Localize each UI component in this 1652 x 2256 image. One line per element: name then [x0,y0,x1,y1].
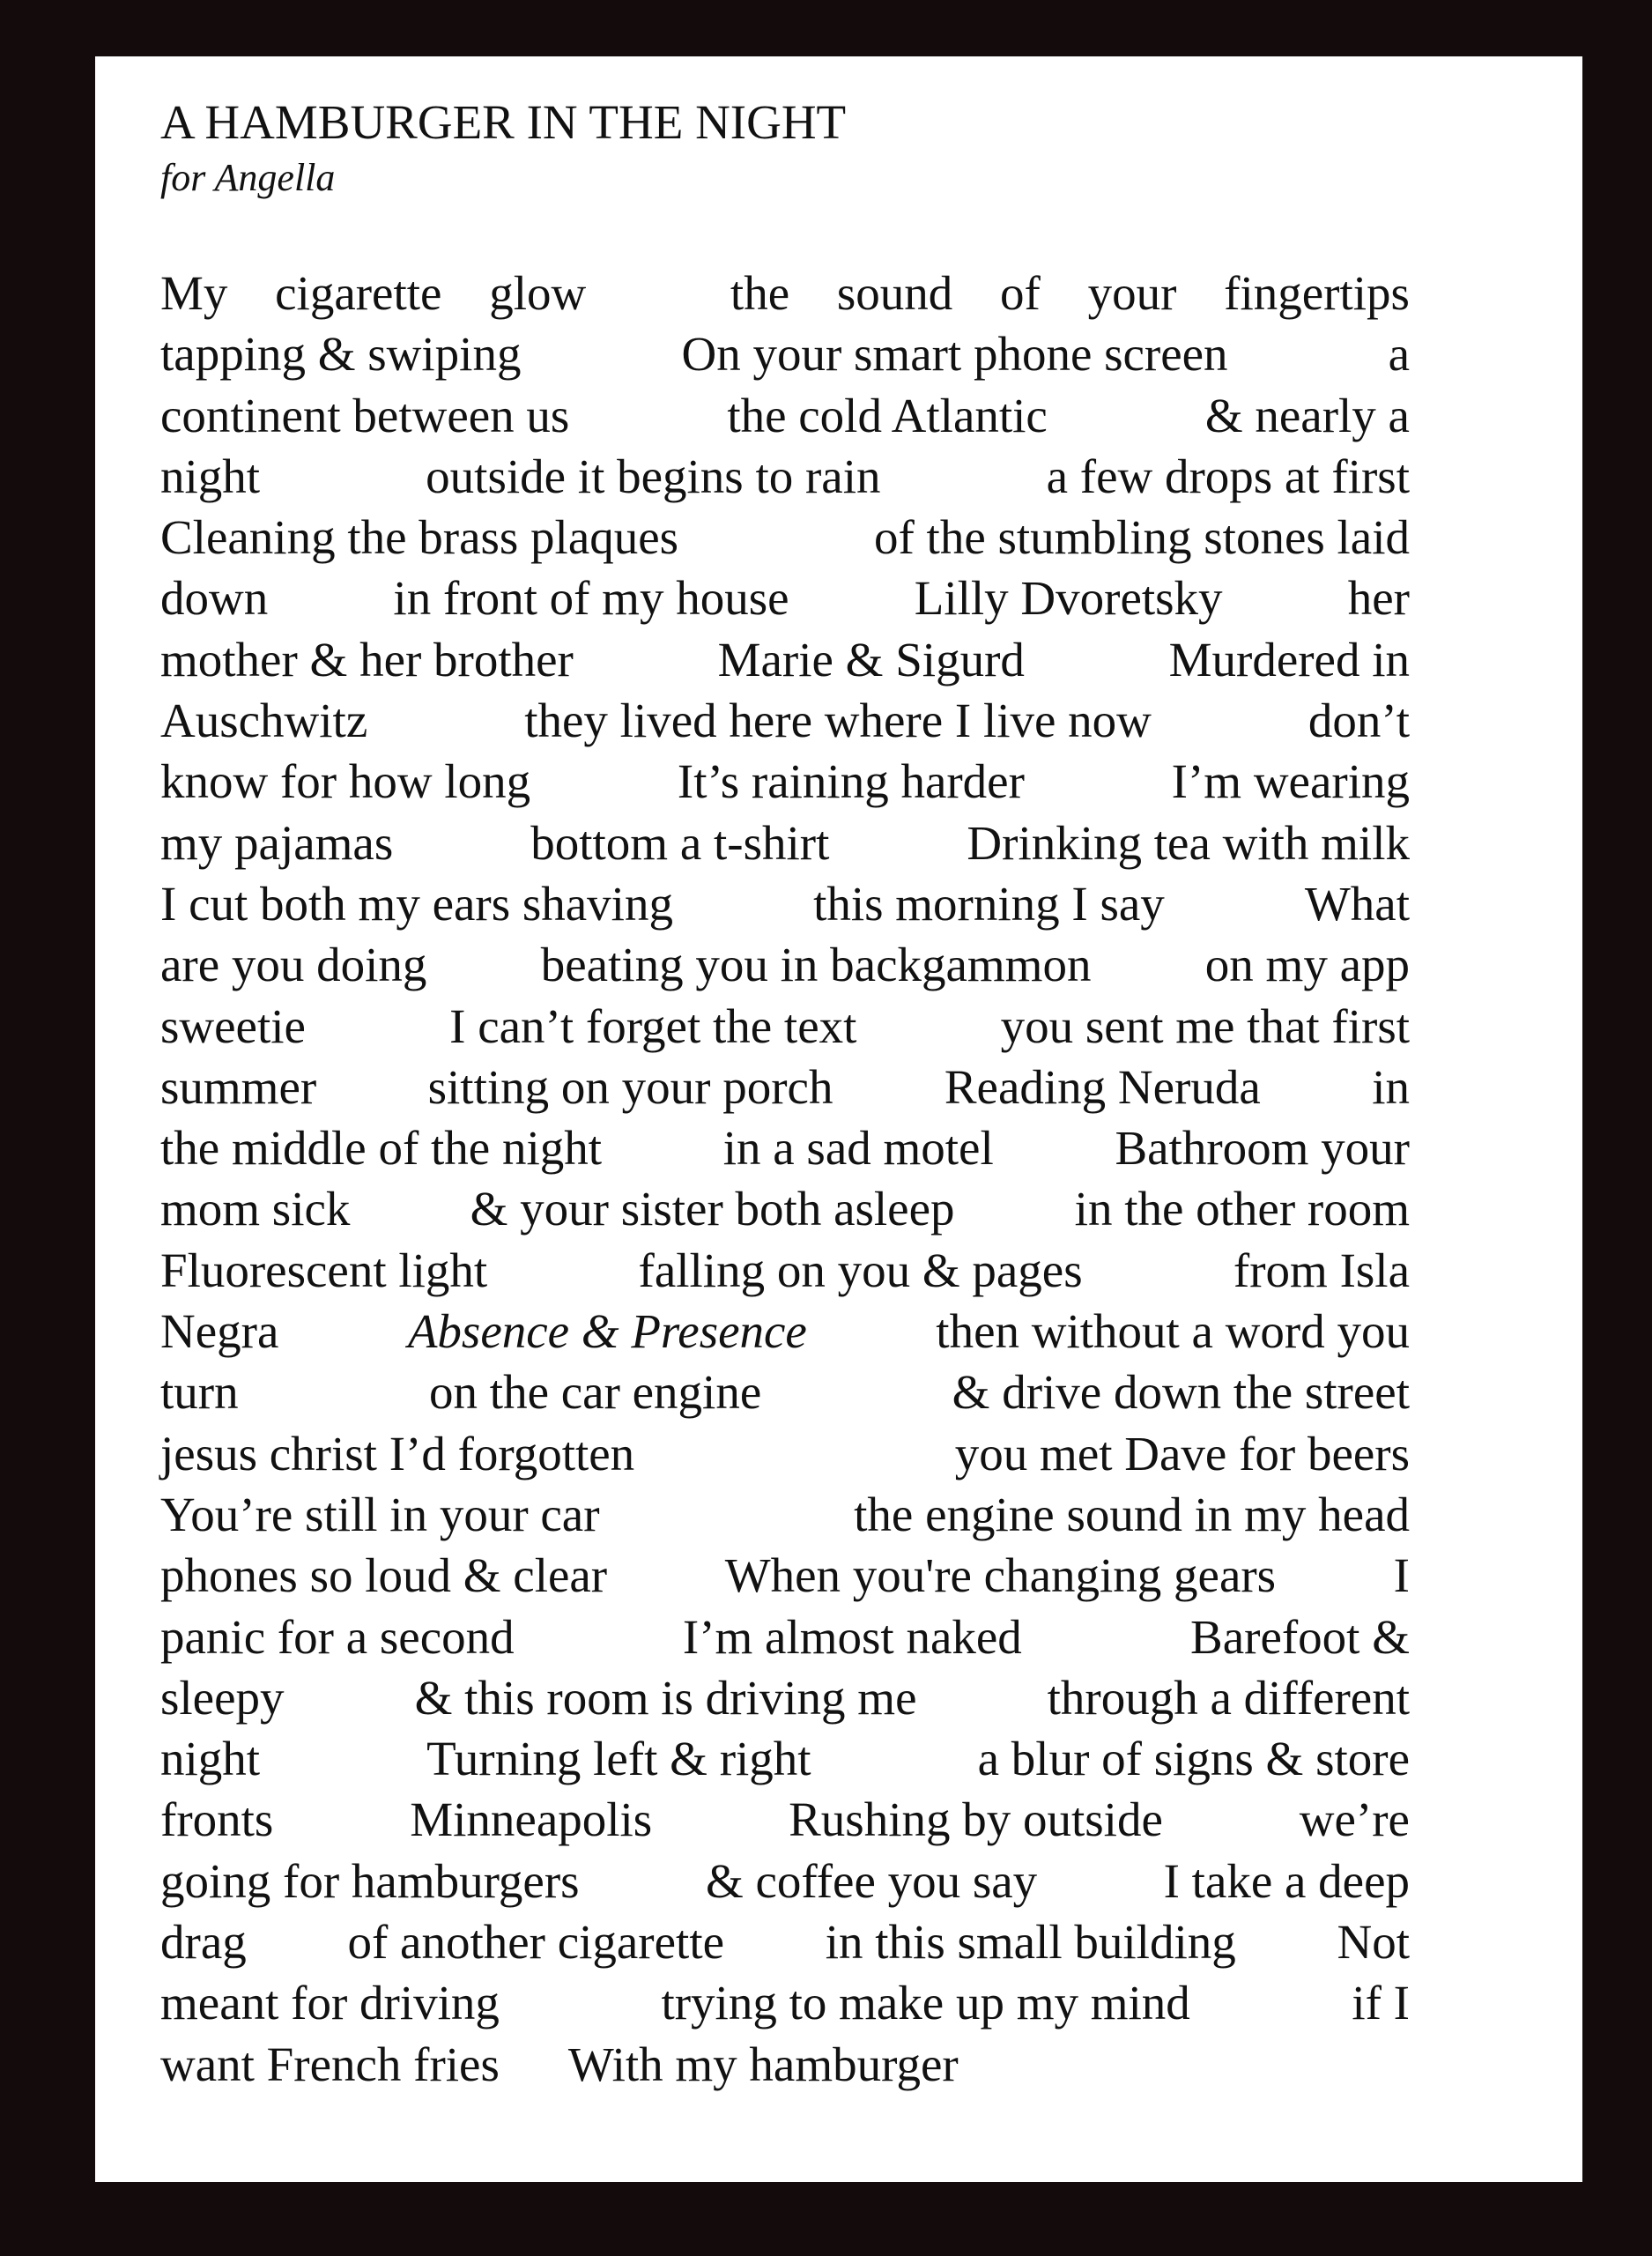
phrase: I can’t forget the text [449,998,857,1053]
phrase: It’s raining harder [677,754,1025,809]
phrase: meant for driving [160,1976,500,2030]
phrase: sitting on your porch [427,1059,833,1114]
phrase: & drive down the street [952,1365,1410,1420]
poem-line [160,1057,1410,1117]
phrase: of the stumbling stones laid [873,510,1410,565]
poem-line [160,996,1410,1057]
phrase: I’m wearing [1171,754,1410,809]
phrase: through a different [1047,1670,1410,1725]
phrase: of [1000,266,1041,320]
phrase: in the other room [1074,1182,1410,1236]
phrase: Rushing by outside [789,1792,1163,1847]
phrase: are you doing [160,938,427,992]
poem-line [160,507,1410,568]
poem-line [160,813,1410,873]
poem-line [160,1789,1410,1850]
phrase: Fluorescent light [160,1243,488,1297]
phrase: a few drops at first [1046,449,1410,503]
poem-page [95,56,1582,2182]
phrase: going for hamburgers [160,1853,580,1908]
phrase: & this room is driving me [414,1670,917,1725]
phrase: in a sad motel [722,1121,994,1176]
phrase: sleepy [160,1670,285,1725]
phrase: phones so loud & clear [160,1548,608,1603]
phrase: my pajamas [160,815,394,870]
phrase: the cold Atlantic [727,388,1048,442]
phrase: bottom a t-shirt [530,815,830,870]
phrase: your [1087,266,1177,320]
phrase: night [160,449,261,503]
phrase: Reading Neruda [944,1059,1261,1114]
phrase: panic for a second [160,1609,515,1664]
phrase: Lilly Dvoretsky [914,571,1223,626]
phrase: the engine sound in my head [854,1487,1410,1541]
phrase: mother & her brother [160,632,574,686]
phrase: With my hamburger [567,2037,959,2091]
poem-dedication: for Angella [160,156,336,199]
phrase: Minneapolis [410,1792,653,1847]
phrase: I take a deep [1163,1853,1410,1908]
phrase: falling on you & pages [638,1243,1083,1297]
poem-line [160,1728,1410,1789]
phrase: & nearly a [1204,388,1410,442]
poem-line [160,1240,1410,1301]
poem-line [160,263,1410,323]
phrase: don’t [1308,694,1410,748]
poem-line [160,751,1410,812]
phrase: the middle of the night [160,1121,603,1176]
poem-line [160,1607,1410,1667]
phrase: glow [489,266,587,320]
phrase: trying to make up my mind [661,1976,1190,2030]
book-title: Absence & Presence [407,1304,807,1359]
phrase: the [730,266,790,320]
phrase: Negra [160,1304,279,1359]
phrase: I [1393,1548,1410,1603]
poem-line [160,629,1410,690]
poem-title: A HAMBURGER IN THE NIGHT [160,95,847,149]
poem-line [160,873,1410,934]
phrase: we’re [1299,1792,1410,1847]
phrase: night [160,1732,261,1786]
poem-line [160,1667,1410,1728]
phrase: in front of my house [393,571,789,626]
phrase: You’re still in your car [160,1487,600,1541]
phrase: I’m almost naked [682,1609,1022,1664]
poem-line [160,1301,1410,1362]
phrase: tapping & swiping [160,327,522,382]
phrase: What [1304,876,1410,931]
phrase: in this small building [825,1915,1236,1970]
phrase: you met Dave for beers [954,1426,1410,1480]
poem-line [160,1117,1410,1178]
phrase: down [160,571,269,626]
phrase: On your smart phone screen [681,327,1228,382]
poem-line [160,1362,1410,1422]
phrase: they lived here where I live now [524,694,1152,748]
phrase: Cleaning the brass plaques [160,510,679,565]
phrase: & your sister both asleep [470,1182,955,1236]
phrase: then without a word you [936,1304,1410,1359]
phrase: cigarette [275,266,442,320]
phrase: a blur of signs & store [977,1732,1410,1786]
phrase: if I [1352,1976,1410,2030]
poem-line [160,1484,1410,1545]
phrase: of another cigarette [347,1915,725,1970]
phrase: beating you in backgammon [540,938,1092,992]
phrase: Turning left & right [426,1732,811,1786]
phrase: Bathroom your [1115,1121,1410,1176]
poem-line [160,690,1410,751]
phrase: jesus christ I’d forgotten [160,1426,635,1480]
poem-line [160,1911,1410,1972]
phrase: sound [836,266,953,320]
phrase: you sent me that first [1000,998,1410,1053]
phrase: a [1388,327,1410,382]
phrase: summer [160,1059,317,1114]
phrase: Auschwitz [160,694,368,748]
phrase: Drinking tea with milk [967,815,1410,870]
phrase: My [160,266,228,320]
phrase: When you're changing gears [724,1548,1277,1603]
poem [160,92,1410,2095]
poem-line [160,1545,1410,1606]
phrase: drag [160,1915,247,1970]
phrase: fingertips [1224,266,1410,320]
poem-line [160,446,1410,507]
phrase: Not [1337,1915,1410,1970]
poem-line [160,1851,1410,1911]
phrase: Barefoot & [1190,1609,1410,1664]
phrase: in [1372,1059,1410,1114]
phrase: know for how long [160,754,531,809]
poem-line [160,934,1410,995]
phrase: Marie & Sigurd [717,632,1025,686]
poem-line [160,1423,1410,1484]
poem-line [160,1178,1410,1239]
phrase: continent between us [160,388,570,442]
phrase: want French fries [160,2037,500,2091]
phrase: & coffee you say [705,1853,1038,1908]
phrase: from Isla [1233,1243,1410,1297]
phrase: outside it begins to rain [426,449,881,503]
phrase: on the car engine [429,1365,762,1420]
phrase: this morning I say [813,876,1165,931]
phrase: her [1347,571,1410,626]
phrase: I cut both my ears shaving [160,876,673,931]
phrase: turn [160,1365,239,1420]
poem-line [160,1972,1410,2033]
poem-line [160,2034,1410,2095]
poem-line [160,568,1410,628]
phrase: sweetie [160,998,306,1053]
poem-line [160,323,1410,384]
phrase: Murdered in [1168,632,1410,686]
phrase: mom sick [160,1182,351,1236]
phrase: on my app [1204,938,1410,992]
phrase: fronts [160,1792,274,1847]
poem-line [160,385,1410,446]
